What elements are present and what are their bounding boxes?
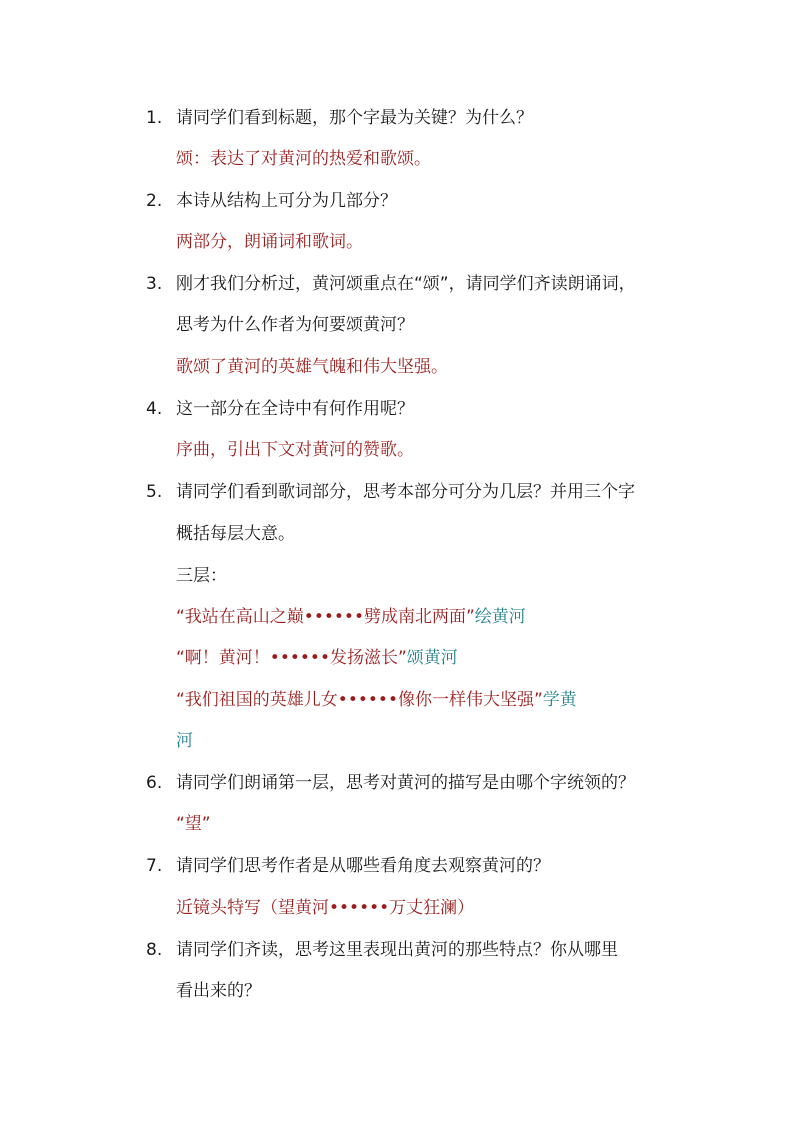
answer-text: 颂：表达了对黄河的热爱和歌颂。 — [176, 149, 431, 169]
answer-text: 两部分，朗诵词和歌词。 — [176, 232, 363, 252]
question-text: 看出来的？ — [176, 981, 261, 1001]
layer-tag: 绘黄河 — [474, 607, 526, 627]
layer-tag: 颂黄河 — [406, 648, 458, 668]
item-number: 7. — [146, 856, 163, 876]
question-text: 概括每层大意。 — [176, 524, 295, 544]
answer-text: 近镜头特写（望黄河••••••万丈狂澜） — [176, 898, 475, 918]
item-number: 6. — [146, 773, 163, 793]
question-text: 请同学们朗诵第一层，思考对黄河的描写是由哪个字统领的？ — [176, 773, 635, 793]
question-text: 刚才我们分析过，黄河颂重点在“颂”，请同学们齐读朗诵词， — [176, 274, 636, 294]
item-number: 8. — [146, 940, 163, 960]
item-number: 5. — [146, 482, 163, 502]
question-text: 请同学们看到标题，那个字最为关键？为什么？ — [176, 108, 533, 128]
question-text: 请同学们看到歌词部分，思考本部分可分为几层？并用三个字 — [176, 482, 635, 502]
layer-quote: “我们祖国的英雄儿女••••••像你一样伟大坚强” — [176, 690, 543, 710]
layer-tag: 河 — [176, 731, 193, 751]
question-text: 这一部分在全诗中有何作用呢？ — [176, 399, 414, 419]
item-number: 1. — [146, 108, 163, 128]
answer-text: 序曲，引出下文对黄河的赞歌。 — [176, 440, 414, 460]
layer-quote: “我站在高山之巅••••••劈成南北两面” — [176, 607, 475, 627]
item-number: 3. — [146, 274, 163, 294]
item-number: 2. — [146, 191, 163, 211]
question-text: 本诗从结构上可分为几部分？ — [176, 191, 397, 211]
question-text: 请同学们思考作者是从哪些看角度去观察黄河的？ — [176, 856, 550, 876]
answer-text: “望” — [176, 814, 211, 834]
layers-label-text: 三层： — [176, 566, 227, 586]
layer-quote: “啊！黄河！••••••发扬滋长” — [176, 648, 407, 668]
question-text: 思考为什么作者为何要颂黄河？ — [176, 315, 414, 335]
answer-text: 歌颂了黄河的英雄气魄和伟大坚强。 — [176, 357, 448, 377]
layer-tag: 学黄 — [542, 690, 577, 710]
item-number: 4. — [146, 399, 163, 419]
question-text: 请同学们齐读，思考这里表现出黄河的那些特点？你从哪里 — [176, 940, 618, 960]
